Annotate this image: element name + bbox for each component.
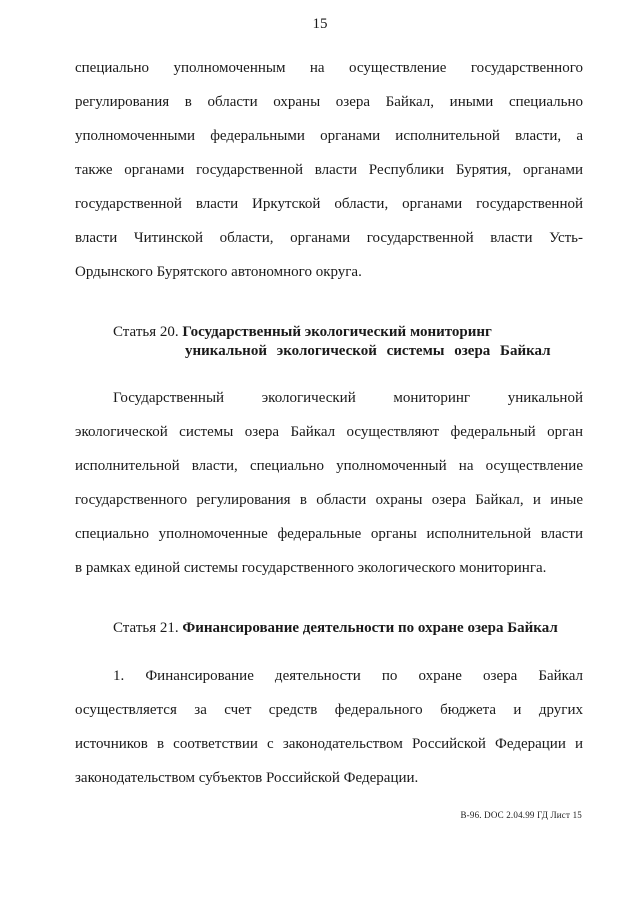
page-number: 15 — [312, 16, 328, 32]
paragraph-line: регулирования в области охраны озера Байкал, иными специально — [75, 94, 583, 110]
paragraph-line: специально уполномоченным на осуществление государственного — [75, 60, 583, 76]
paragraph-line: государственного регулирования в области охраны озера Байкал, и иные — [75, 492, 583, 508]
paragraph-line: в рамках единой системы государственного экологического мониторинга. — [75, 560, 547, 576]
paragraph-line: экологической системы озера Байкал осуществляют федеральный орган — [75, 424, 583, 440]
article-20-title-line1: Государственный экологический мониторинг — [182, 324, 492, 340]
paragraph-line: государственной власти Иркутской области, органами государственной — [75, 196, 583, 212]
article-20-title-line2: уникальной экологической системы озера Байкал — [185, 343, 551, 359]
document-footer: В-96. DOC 2.04.99 ГД Лист 15 — [460, 810, 582, 820]
paragraph-line: источников в соответствии с законодательством Российской Федерации и — [75, 736, 583, 752]
paragraph-line: уполномоченными федеральными органами исполнительной власти, а — [75, 128, 583, 144]
article-20-heading — [113, 322, 492, 342]
paragraph-line: осуществляется за счет средств федерального бюджета и других — [75, 702, 583, 718]
paragraph-line: Ордынского Бурятского автономного округа. — [75, 264, 362, 280]
paragraph-line: также органами государственной власти Республики Бурятия, органами — [75, 162, 583, 178]
paragraph-line: 1. Финансирование деятельности по охране озера Байкал — [113, 668, 583, 684]
article-20-heading-continued — [185, 341, 551, 361]
paragraph-line: законодательством субъектов Российской Федерации. — [75, 770, 419, 786]
article-21-title: Финансирование деятельности по охране озера Байкал — [182, 620, 558, 636]
article-21-label: Статья 21. — [113, 620, 179, 636]
paragraph-line: Государственный экологический мониторинг уникальной — [113, 390, 583, 406]
paragraph-line: власти Читинской области, органами государственной власти Усть- — [75, 230, 583, 246]
paragraph-line: специально уполномоченные федеральные органы исполнительной власти — [75, 526, 583, 542]
article-21-heading — [113, 618, 558, 638]
paragraph-line: исполнительной власти, специально уполномоченный на осуществление — [75, 458, 583, 474]
article-20-label: Статья 20. — [113, 324, 179, 340]
